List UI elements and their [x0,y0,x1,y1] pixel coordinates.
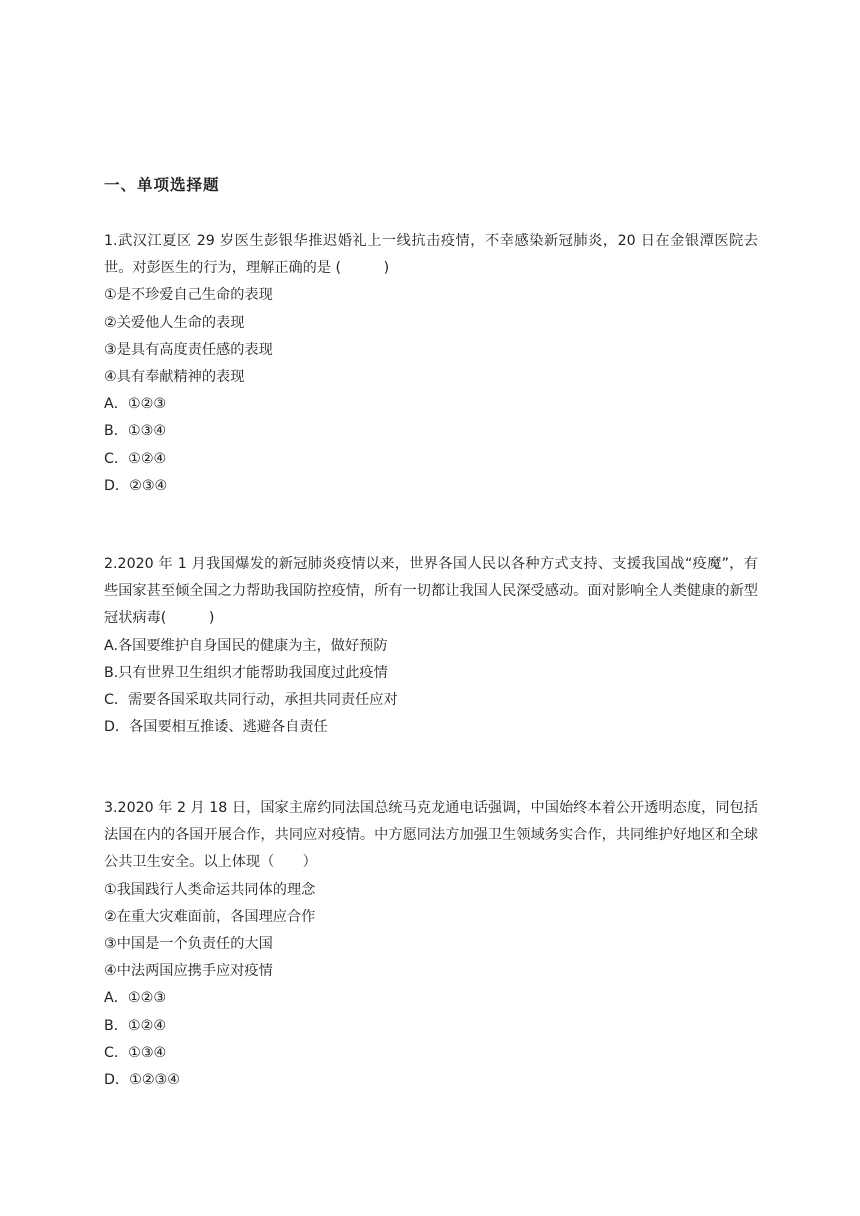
statement-1: ①我国践行人类命运共同体的理念 [104,881,316,898]
option-d: D．各国要相互推诿、逃避各自责任 [104,719,328,736]
option-d: D．②③④ [104,477,168,494]
question-stem: 1.武汉江夏区 29 岁医生彭银华推迟婚礼上一线抗击疫情，不幸感染新冠肺炎，20 日在金银潭医院去世。对彭医生的行为，理解正确的是 ( ) [104,233,758,277]
statement-2: ②在重大灾难面前，各国理应合作 [104,908,316,925]
option-d: D．①②③④ [104,1072,180,1089]
statement-4: ④具有奉献精神的表现 [104,369,245,386]
question-2 [104,551,758,741]
section-title: 一、单项选择题 [104,176,220,194]
question-1 [104,228,758,500]
statement-3: ③中国是一个负责任的大国 [104,936,273,953]
option-b: B.只有世界卫生组织才能帮助我国度过此疫情 [104,664,388,681]
option-b: B．①③④ [104,423,167,440]
question-3 [104,795,758,1094]
statement-4: ④中法两国应携手应对疫情 [104,963,273,980]
option-b: B．①②④ [104,1017,167,1034]
statement-3: ③是具有高度责任感的表现 [104,341,273,358]
option-c: C．需要各国采取共同行动，承担共同责任应对 [104,692,398,709]
option-c: C．①③④ [104,1044,167,1061]
statement-1: ①是不珍爱自己生命的表现 [104,287,273,304]
option-a: A．①②③ [104,396,167,413]
option-a: A．①②③ [104,990,167,1007]
question-stem: 2.2020 年 1 月我国爆发的新冠肺炎疫情以来，世界各国人民以各种方式支持、支援我国战“疫魔”，有些国家甚至倾全国之力帮助我国防控疫情，所有一切都让我国人民深受感动。面对影响全人类健康的新型冠状病毒( ) [104,556,758,627]
question-stem: 3.2020 年 2 月 18 日，国家主席约同法国总统马克龙通电话强调，中国始终本着公开透明态度，同包括法国在内的各国开展合作，共同应对疫情。中方愿同法方加强卫生领域务实合作，共同维护好地区和全球公共卫生安全。以上体现（ ） [104,800,758,871]
option-c: C．①②④ [104,450,167,467]
statement-2: ②关爱他人生命的表现 [104,314,245,331]
option-a: A.各国要维护自身国民的健康为主，做好预防 [104,637,388,654]
